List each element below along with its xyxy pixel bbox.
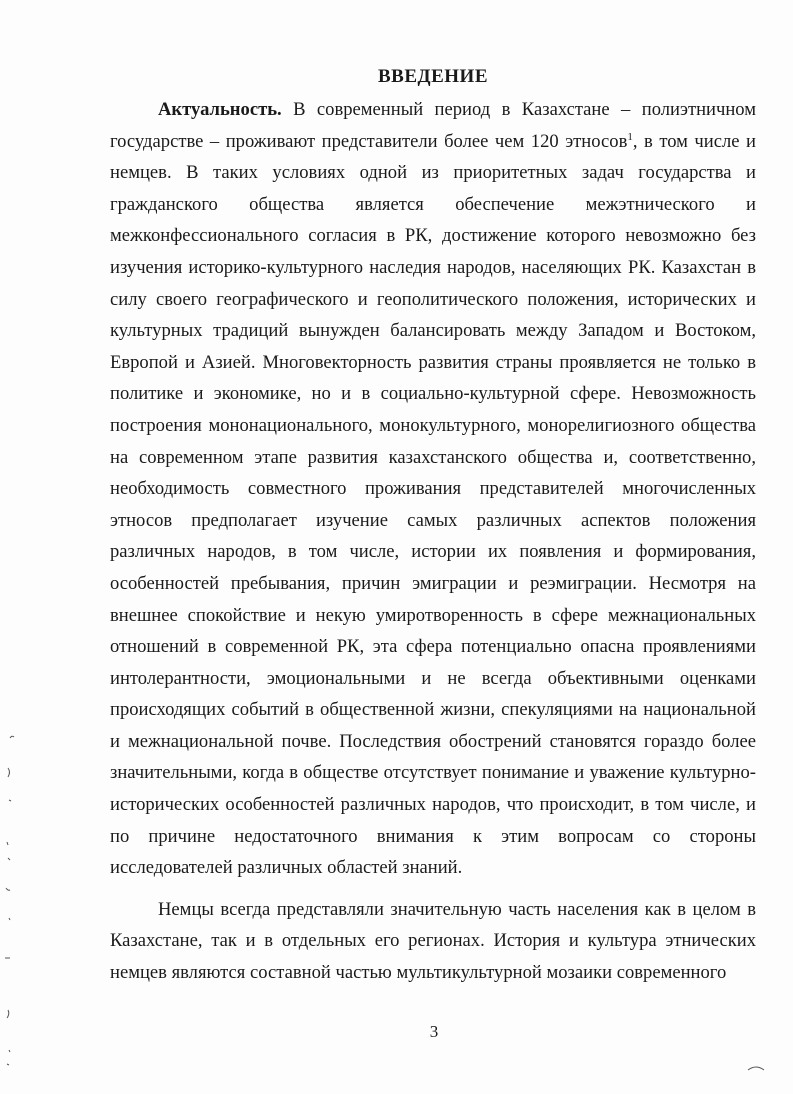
scan-speck [9,918,10,920]
scan-speck [9,800,11,801]
scan-speck [7,1010,9,1018]
paragraph-relevance [110,94,756,884]
footnote-marker: 1 [627,130,633,143]
scan-speck [8,768,10,777]
scan-speck [7,1064,9,1065]
scan-speck [8,858,10,860]
paragraph-germans [110,894,756,989]
scan-speck [748,1067,764,1070]
scan-speck [6,888,10,890]
paragraph-text: , в том числе и немцев. В таких условиях одной из приоритетных задач государства и гражданского общества является обеспечение межэтнического и межконфессионального согласия в РК, достижение которого невозможно без изучения историко-культурного наследия народов, населяющих РК. Казахстан в силу своего географического и геополитического положения, исторических и культурных традиций вынужден балансировать между Западом и Востоком, Европой и Азией. Многовекторность развития страны проявляется не только в политике и экономике, но и в социально-культурной сфере. Невозможность построения мононационального, монокультурного, монорелигиозного общества на современном этапе развития казахстанского общества и, соответственно, необходимость совместного проживания представителей многочисленных этносов предполагает изучение самых различных аспектов положения различных народов, в том числе, истории их появления и формирования, особенностей пребывания, причин эмиграции и реэмиграции. Несмотря на внешнее спокойствие и некую умиротворенность в сфере межнациональных отношений в современной РК, эта сфера потенциально опасна проявлениями интолерантности, эмоциональными и не всегда объективными оценками происходящих событий в общественной жизни, спекуляциями на национальной и межнациональной почве. Последствия обострений становятся гораздо более значительными, когда в обществе отсутствует понимание и уважение культурно-исторических особенностей различных народов, что происходит, в том числе, и по причине недостаточного внимания к этим вопросам со стороны исследователей различных областей знаний. [110,130,756,879]
scan-speck [9,1050,10,1052]
section-heading: ВВЕДЕНИЕ [378,66,488,87]
scan-speck [7,842,8,845]
page-number: 3 [429,1022,439,1041]
paragraph-text: Немцы всегда представляли значительную часть населения как в целом в Казахстане, так и в отдельных его регионах. История и культура этнических немцев являются составной частью мультикультурной мозаики современного [110,898,756,984]
paragraph-lead: Актуальность. [158,99,282,120]
scan-speck [10,736,14,738]
body-text [110,94,756,989]
paragraph-text: В современный период в Казахстане – полиэтничном государстве – проживают представители более чем 120 этносов [110,99,756,152]
